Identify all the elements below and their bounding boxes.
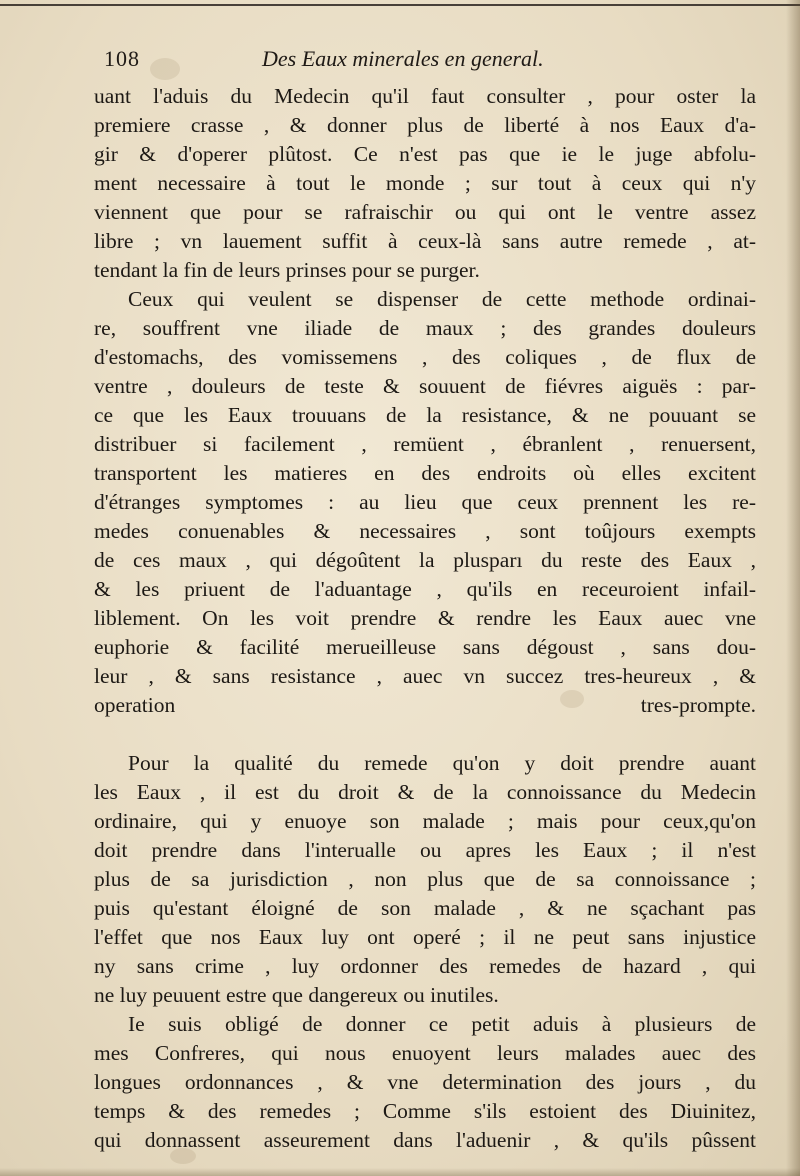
text-line: tendant la fin de leurs prinses pour se purger. — [94, 258, 480, 282]
text-line: Pour la qualité du remede qu'on y doit prendre auant — [128, 751, 756, 775]
page-gutter-shadow — [786, 0, 800, 1176]
text-line: de ces maux , qui dégoûtent la plusparı du reste des Eaux , — [94, 548, 756, 572]
text-line: ordinaire, qui y enuoye son malade ; mais pour ceux,qu'on — [94, 809, 756, 833]
text-line: ne luy peuuent estre que dangereux ou inutiles. — [94, 983, 499, 1007]
text-line: d'estomachs, des vomissemens , des coliques , de flux de — [94, 345, 756, 369]
text-line: Ie suis obligé de donner ce petit aduis à plusieurs de — [128, 1012, 756, 1036]
running-head: Des Eaux minerales en general. — [262, 46, 544, 71]
text-line: medes conuenables & necessaires , sont toûjours exempts — [94, 519, 756, 543]
paragraph — [94, 1010, 756, 1155]
body-text — [94, 82, 756, 1155]
paragraph — [94, 285, 756, 749]
text-line: liblement. On les voit prendre & rendre les Eaux auec vne — [94, 606, 756, 630]
text-line: ventre , douleurs de teste & souuent de fiévres aiguës : par- — [94, 374, 756, 398]
text-line: l'effet que nos Eaux luy ont operé ; il ne peut sans injustice — [94, 925, 756, 949]
text-line: uant l'aduis du Medecin qu'il faut consulter , pour oster la — [94, 84, 756, 108]
text-line: ce que les Eaux trouuans de la resistance, & ne pouuant se — [94, 403, 756, 427]
text-line: re, souffrent vne iliade de maux ; des grandes douleurs — [94, 316, 756, 340]
text-line: euphorie & facilité merueilleuse sans dégoust , sans dou- — [94, 635, 756, 659]
page-header — [104, 46, 764, 82]
text-line: premiere crasse , & donner plus de liberté à nos Eaux d'a- — [94, 113, 756, 137]
text-line: qui donnassent asseurement dans l'aduenir , & qu'ils pûssent — [94, 1128, 756, 1152]
text-line: d'étranges symptomes : au lieu que ceux prennent les re- — [94, 490, 756, 514]
text-line: plus de sa jurisdiction , non plus que de sa connoissance ; — [94, 867, 756, 891]
top-rule — [0, 4, 800, 6]
text-line: operation tres-prompte. — [94, 693, 756, 717]
text-line: les Eaux , il est du droit & de la connoissance du Medecin — [94, 780, 756, 804]
text-line: ny sans crime , luy ordonner des remedes de hazard , qui — [94, 954, 756, 978]
text-line: & les priuent de l'aduantage , qu'ils en receuroient infail- — [94, 577, 756, 601]
text-line: doit prendre dans l'interualle ou apres les Eaux ; il n'est — [94, 838, 756, 862]
paragraph — [94, 82, 756, 285]
text-line: gir & d'operer plûtost. Ce n'est pas que ie le juge abfolu- — [94, 142, 756, 166]
text-line: viennent que pour se rafraischir ou qui ont le ventre assez — [94, 200, 756, 224]
text-line: longues ordonnances , & vne determination des jours , du — [94, 1070, 756, 1094]
page-number: 108 — [104, 46, 140, 71]
text-line: transportent les matieres en des endroits où elles excitent — [94, 461, 756, 485]
text-line: libre ; vn lauement suffit à ceux-là sans autre remede , at- — [94, 229, 756, 253]
text-line — [94, 720, 756, 749]
text-line: distribuer si facilement , remüent , ébranlent , renuersent, — [94, 432, 756, 456]
text-line: mes Confreres, qui nous enuoyent leurs malades auec des — [94, 1041, 756, 1065]
text-line: Ceux qui veulent se dispenser de cette methode ordinai- — [128, 287, 756, 311]
text-line: leur , & sans resistance , auec vn succez tres-heureux , & — [94, 664, 756, 688]
page-bottom-edge — [0, 1168, 800, 1176]
text-line: puis qu'estant éloigné de son malade , & ne sçachant pas — [94, 896, 756, 920]
text-line: temps & des remedes ; Comme s'ils estoient des Diuinitez, — [94, 1099, 756, 1123]
text-line: ment necessaire à tout le monde ; sur tout à ceux qui n'y — [94, 171, 756, 195]
paragraph — [94, 749, 756, 1010]
